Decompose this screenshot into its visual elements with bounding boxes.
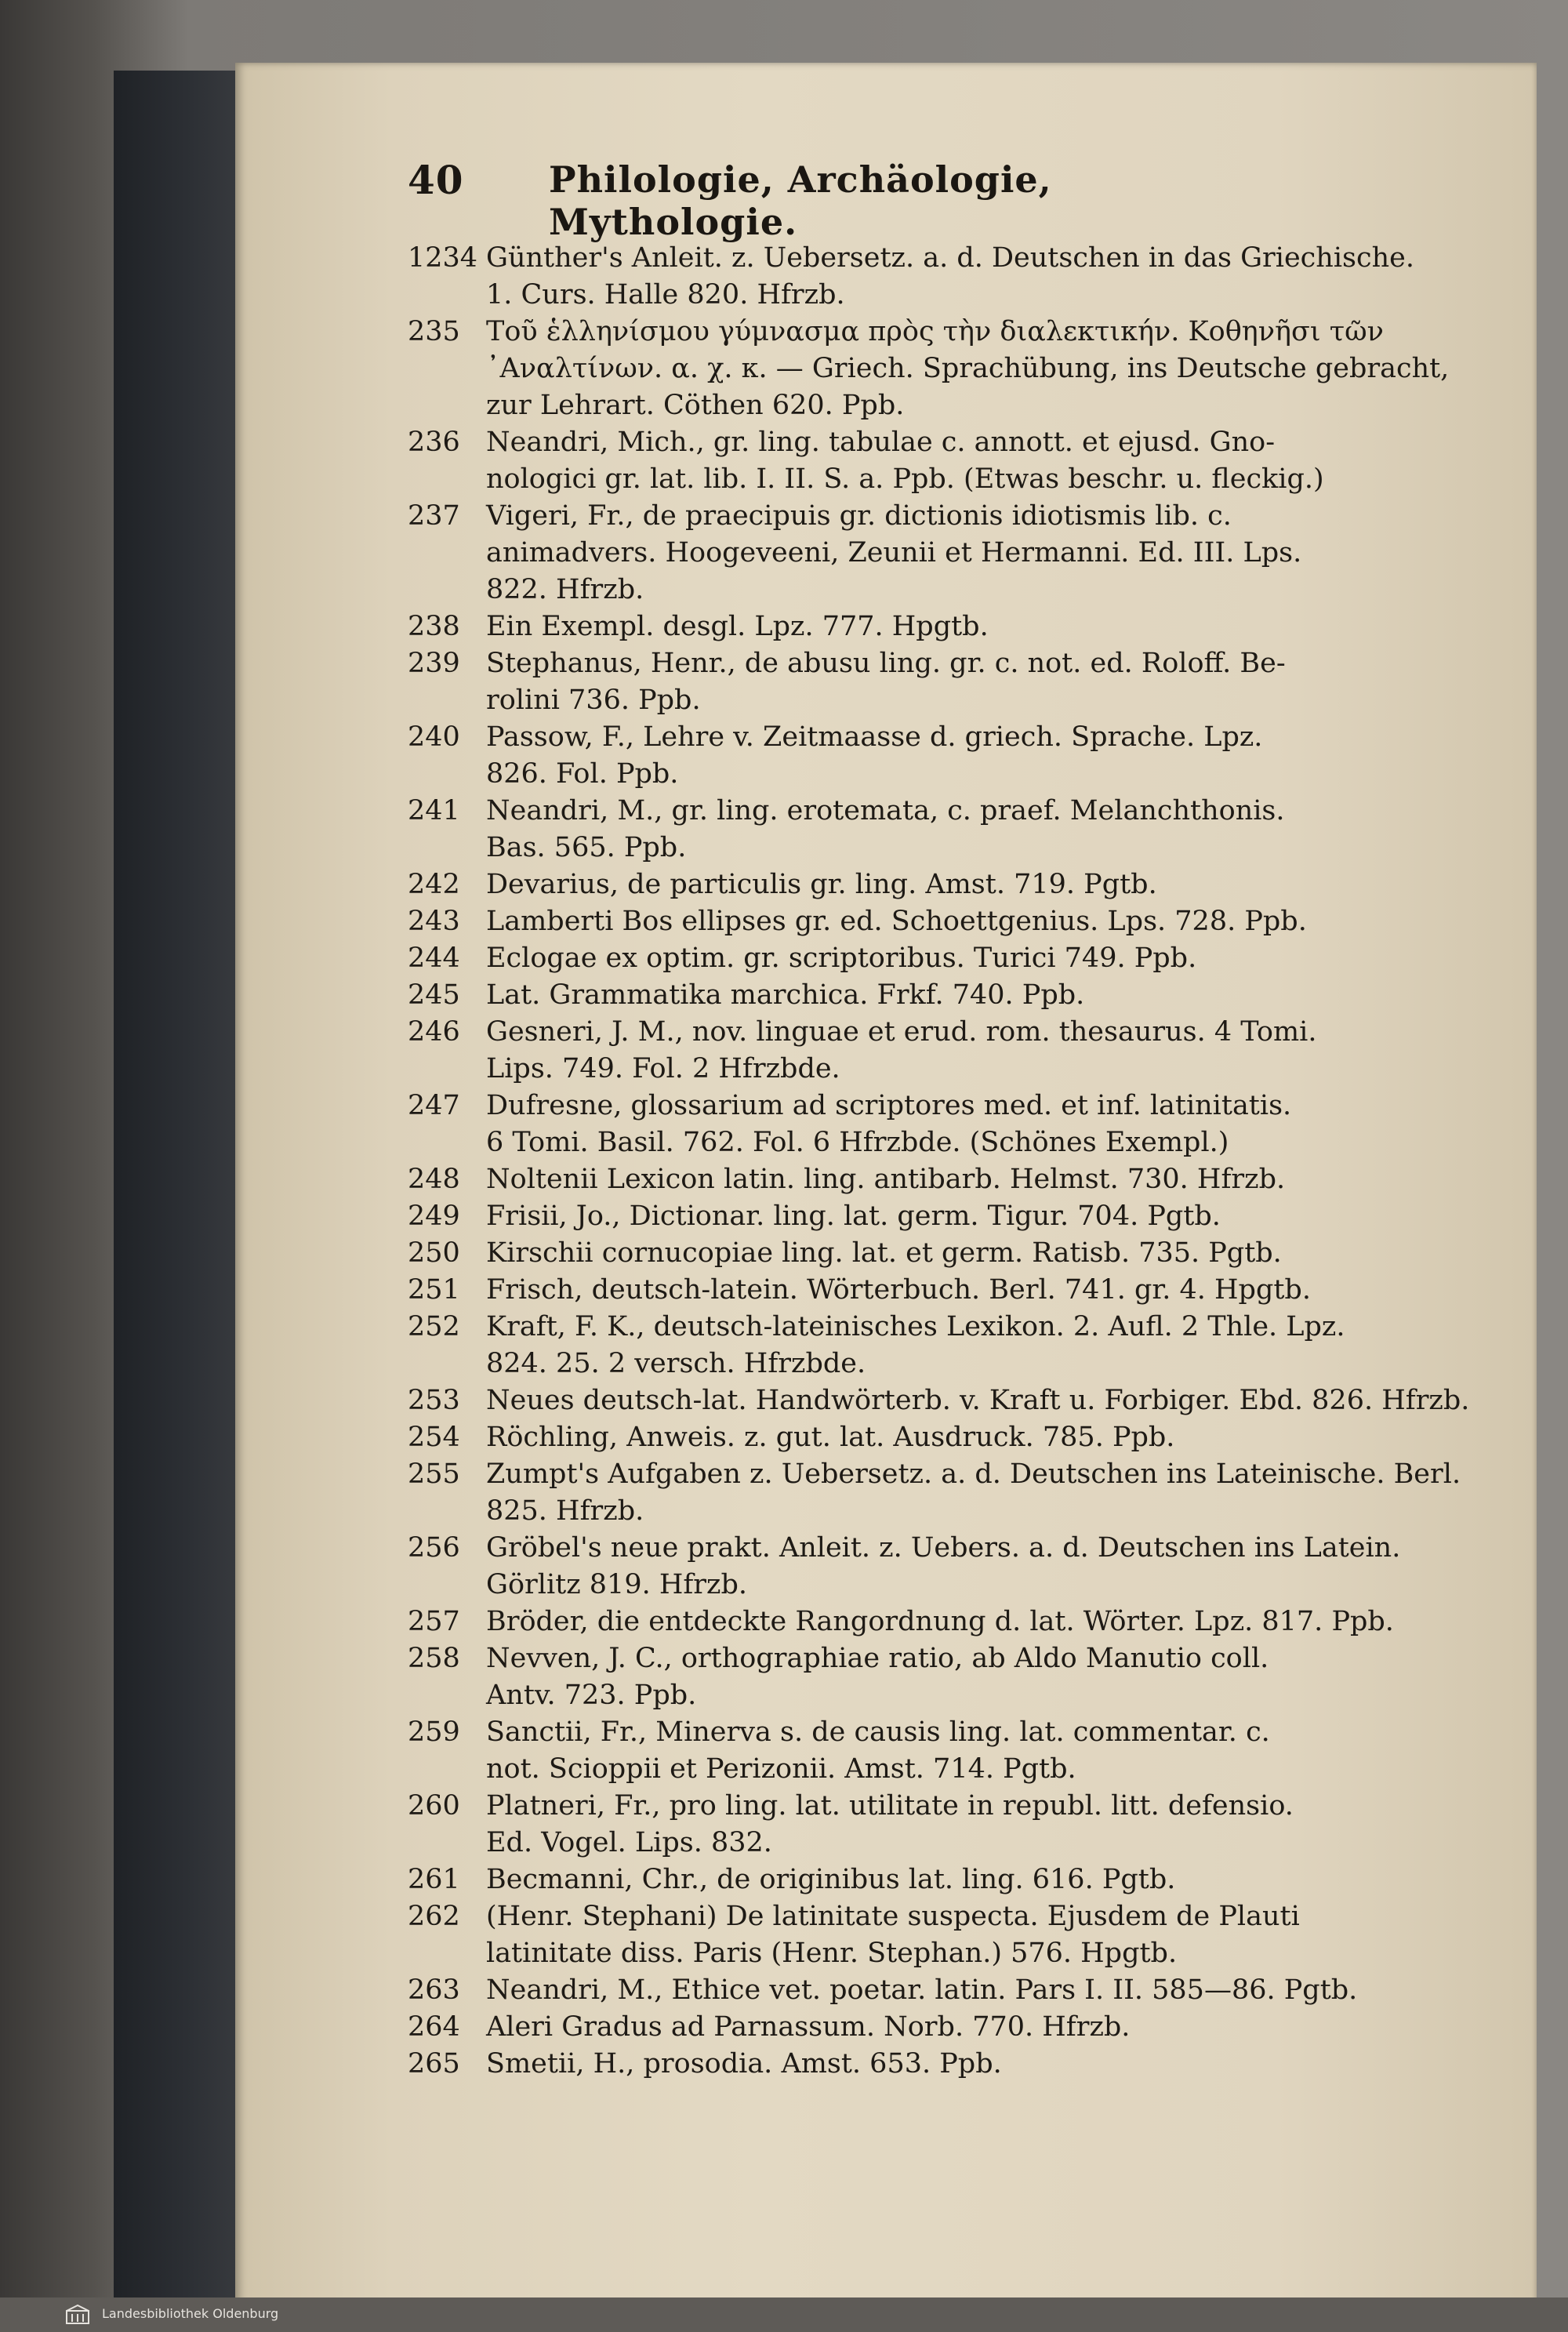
book-binding xyxy=(114,71,255,2321)
entry-text-line: Lamberti Bos ellipses gr. ed. Schoettgenius. Lps. 728. Ppb. xyxy=(486,906,1307,937)
entry-text-line: Lat. Grammatika marchica. Frkf. 740. Ppb. xyxy=(486,979,1085,1011)
entry-number: 259 xyxy=(408,1716,460,1748)
catalogue-entry xyxy=(408,1309,1490,1382)
entry-number: 245 xyxy=(408,979,460,1011)
entry-number: 265 xyxy=(408,2048,460,2080)
entry-text-line: 825. Hfrzb. xyxy=(486,1495,644,1527)
entry-text-line: (Henr. Stephani) De latinitate suspecta. Ejusdem de Plauti xyxy=(486,1901,1300,1932)
entry-text-line: Eclogae ex optim. gr. scriptoribus. Turici 749. Ppb. xyxy=(486,943,1197,974)
entry-text-line: Bröder, die entdeckte Rangordnung d. lat. Wörter. Lpz. 817. Ppb. xyxy=(486,1606,1394,1637)
catalogue-entry xyxy=(408,1530,1490,1604)
entry-text-line: Kirschii cornucopiae ling. lat. et germ. Ratisb. 735. Pgtb. xyxy=(486,1237,1282,1269)
entry-text-line: Görlitz 819. Hfrzb. xyxy=(486,1569,748,1600)
entry-text-line: Vigeri, Fr., de praecipuis gr. dictionis idiotismis lib. c. xyxy=(486,500,1232,532)
entry-text-line: Röchling, Anweis. z. gut. lat. Ausdruck. 785. Ppb. xyxy=(486,1422,1175,1453)
catalogue-entry xyxy=(408,314,1490,424)
entry-text-line: 1. Curs. Halle 820. Hfrzb. xyxy=(486,279,845,311)
entry-text-line: Frisii, Jo., Dictionar. ling. lat. germ. Tigur. 704. Pgtb. xyxy=(486,1201,1221,1232)
entry-text-line: Nevven, J. C., orthographiae ratio, ab Aldo Manutio coll. xyxy=(486,1643,1269,1674)
catalogue-entry xyxy=(408,2046,1490,2083)
entry-text-line: Smetii, H., prosodia. Amst. 653. Ppb. xyxy=(486,2048,1002,2080)
entry-number: 248 xyxy=(408,1164,460,1195)
catalogue-entry xyxy=(408,1419,1490,1456)
catalogue-entry xyxy=(408,1382,1490,1419)
entry-number: 261 xyxy=(408,1864,460,1895)
entry-number: 235 xyxy=(408,316,460,347)
entry-text-line: 6 Tomi. Basil. 762. Fol. 6 Hfrzbde. (Schönes Exempl.) xyxy=(486,1127,1229,1158)
entry-number: 249 xyxy=(408,1201,460,1232)
entry-number: 241 xyxy=(408,795,460,826)
entry-number: 246 xyxy=(408,1016,460,1048)
entry-number: 236 xyxy=(408,427,460,458)
entry-text-line: Gröbel's neue prakt. Anleit. z. Uebers. a. d. Deutschen ins Latein. xyxy=(486,1532,1401,1564)
entry-text-line: Dufresne, glossarium ad scriptores med. et inf. latinitatis. xyxy=(486,1090,1292,1121)
entry-text-line: ᾽Αναλτίνων. α. χ. κ. — Griech. Sprachübung, ins Deutsche gebracht, xyxy=(486,353,1450,384)
entry-text-line: Neandri, M., Ethice vet. poetar. latin. Pars I. II. 585—86. Pgtb. xyxy=(486,1974,1358,2006)
entry-text-line: Devarius, de particulis gr. ling. Amst. 719. Pgtb. xyxy=(486,869,1157,900)
catalogue-entry xyxy=(408,1972,1490,2009)
catalogue-entry xyxy=(408,2009,1490,2046)
catalogue-entry xyxy=(408,1088,1490,1161)
entry-text-line: 824. 25. 2 versch. Hfrzbde. xyxy=(486,1348,866,1379)
entry-text-line: Frisch, deutsch-latein. Wörterbuch. Berl. 741. gr. 4. Hpgtb. xyxy=(486,1274,1311,1306)
catalogue-entry xyxy=(408,1198,1490,1235)
entry-text-line: latinitate diss. Paris (Henr. Stephan.) 576. Hpgtb. xyxy=(486,1938,1178,1969)
entry-text-line: Neues deutsch-lat. Handwörterb. v. Kraft u. Forbiger. Ebd. 826. Hfrzb. xyxy=(486,1385,1470,1416)
entry-number: 260 xyxy=(408,1790,460,1822)
page-number: 40 xyxy=(408,157,464,203)
entry-text-line: Neandri, Mich., gr. ling. tabulae c. annott. et ejusd. Gno- xyxy=(486,427,1276,458)
entry-text-line: 826. Fol. Ppb. xyxy=(486,758,679,790)
catalogue-entry xyxy=(408,645,1490,719)
entry-number: 243 xyxy=(408,906,460,937)
running-head: Philologie, Archäologie, Mythologie. xyxy=(549,158,1052,243)
entry-number: 247 xyxy=(408,1090,460,1121)
catalogue-entry xyxy=(408,1714,1490,1788)
entry-number: 239 xyxy=(408,648,460,679)
entry-text-line: Zumpt's Aufgaben z. Uebersetz. a. d. Deutschen ins Lateinische. Berl. xyxy=(486,1458,1461,1490)
entry-text-line: Ein Exempl. desgl. Lpz. 777. Hpgtb. xyxy=(486,611,989,642)
entry-text-line: zur Lehrart. Cöthen 620. Ppb. xyxy=(486,390,905,421)
entry-text-line: Bas. 565. Ppb. xyxy=(486,832,687,863)
catalogue-entry xyxy=(408,866,1490,903)
entry-text-line: Stephanus, Henr., de abusu ling. gr. c. not. ed. Roloff. Be- xyxy=(486,648,1286,679)
entry-number: 250 xyxy=(408,1237,460,1269)
catalogue-entries xyxy=(408,240,1490,2083)
catalogue-entry xyxy=(408,1788,1490,1862)
catalogue-entry xyxy=(408,1456,1490,1530)
catalogue-entry xyxy=(408,1604,1490,1640)
entry-text-line: Τοῦ ἑλληνίσμου γύμνασμα πρὸς τὴν διαλεκτικήν. Κοθηνῆσι τῶν xyxy=(486,316,1384,347)
entry-text-line: rolini 736. Ppb. xyxy=(486,685,701,716)
entry-number: 255 xyxy=(408,1458,460,1490)
entry-text-line: Ed. Vogel. Lips. 832. xyxy=(486,1827,772,1858)
entry-number: 238 xyxy=(408,611,460,642)
entry-text-line: Noltenii Lexicon latin. ling. antibarb. Helmst. 730. Hfrzb. xyxy=(486,1164,1286,1195)
catalogue-entry xyxy=(408,903,1490,940)
library-logo-icon xyxy=(66,2305,89,2325)
catalogue-entry xyxy=(408,977,1490,1014)
entry-text-line: animadvers. Hoogeveeni, Zeunii et Hermanni. Ed. III. Lps. xyxy=(486,537,1302,568)
entry-text-line: Platneri, Fr., pro ling. lat. utilitate in republ. litt. defensio. xyxy=(486,1790,1294,1822)
catalogue-entry xyxy=(408,608,1490,645)
entry-number: 257 xyxy=(408,1606,460,1637)
entry-text-line: Sanctii, Fr., Minerva s. de causis ling. lat. commentar. c. xyxy=(486,1716,1270,1748)
entry-text-line: Kraft, F. K., deutsch-lateinisches Lexikon. 2. Aufl. 2 Thle. Lpz. xyxy=(486,1311,1345,1342)
entry-text-line: Aleri Gradus ad Parnassum. Norb. 770. Hfrzb. xyxy=(486,2011,1131,2043)
entry-text-line: Antv. 723. Ppb. xyxy=(486,1680,697,1711)
catalogue-entry xyxy=(408,1640,1490,1714)
entry-number: 242 xyxy=(408,869,460,900)
entry-text-line: Günther's Anleit. z. Uebersetz. a. d. Deutschen in das Griechische. xyxy=(486,242,1414,274)
catalogue-entry xyxy=(408,1235,1490,1272)
entry-number: 244 xyxy=(408,943,460,974)
entry-number: 252 xyxy=(408,1311,460,1342)
entry-text-line: Gesneri, J. M., nov. linguae et erud. rom. thesaurus. 4 Tomi. xyxy=(486,1016,1317,1048)
entry-number: 1234 xyxy=(408,242,478,274)
entry-number: 263 xyxy=(408,1974,460,2006)
catalogue-entry xyxy=(408,719,1490,793)
library-name: Landesbibliothek Oldenburg xyxy=(102,2306,279,2321)
catalogue-entry xyxy=(408,1272,1490,1309)
entry-number: 253 xyxy=(408,1385,460,1416)
entry-number: 240 xyxy=(408,721,460,753)
entry-number: 258 xyxy=(408,1643,460,1674)
catalogue-entry xyxy=(408,240,1490,314)
entry-text-line: nologici gr. lat. lib. I. II. S. a. Ppb. (Etwas beschr. u. fleckig.) xyxy=(486,463,1324,495)
entry-text-line: 822. Hfrzb. xyxy=(486,574,644,605)
catalogue-entry xyxy=(408,424,1490,498)
entry-number: 256 xyxy=(408,1532,460,1564)
catalogue-entry xyxy=(408,1862,1490,1898)
entry-text-line: Neandri, M., gr. ling. erotemata, c. praef. Melanchthonis. xyxy=(486,795,1285,826)
entry-text-line: Becmanni, Chr., de originibus lat. ling. 616. Pgtb. xyxy=(486,1864,1176,1895)
page-header xyxy=(408,157,1278,243)
entry-number: 251 xyxy=(408,1274,460,1306)
entry-text-line: Passow, F., Lehre v. Zeitmaasse d. griech. Sprache. Lpz. xyxy=(486,721,1263,753)
entry-number: 237 xyxy=(408,500,460,532)
catalogue-entry xyxy=(408,793,1490,866)
entry-number: 264 xyxy=(408,2011,460,2043)
catalogue-entry xyxy=(408,1161,1490,1198)
catalogue-entry xyxy=(408,940,1490,977)
catalogue-entry xyxy=(408,498,1490,608)
catalogue-entry xyxy=(408,1014,1490,1088)
entry-number: 262 xyxy=(408,1901,460,1932)
footer-bar xyxy=(0,2297,1568,2332)
entry-number: 254 xyxy=(408,1422,460,1453)
entry-text-line: Lips. 749. Fol. 2 Hfrzbde. xyxy=(486,1053,840,1084)
catalogue-entry xyxy=(408,1898,1490,1972)
entry-text-line: not. Scioppii et Perizonii. Amst. 714. Pgtb. xyxy=(486,1753,1076,1785)
